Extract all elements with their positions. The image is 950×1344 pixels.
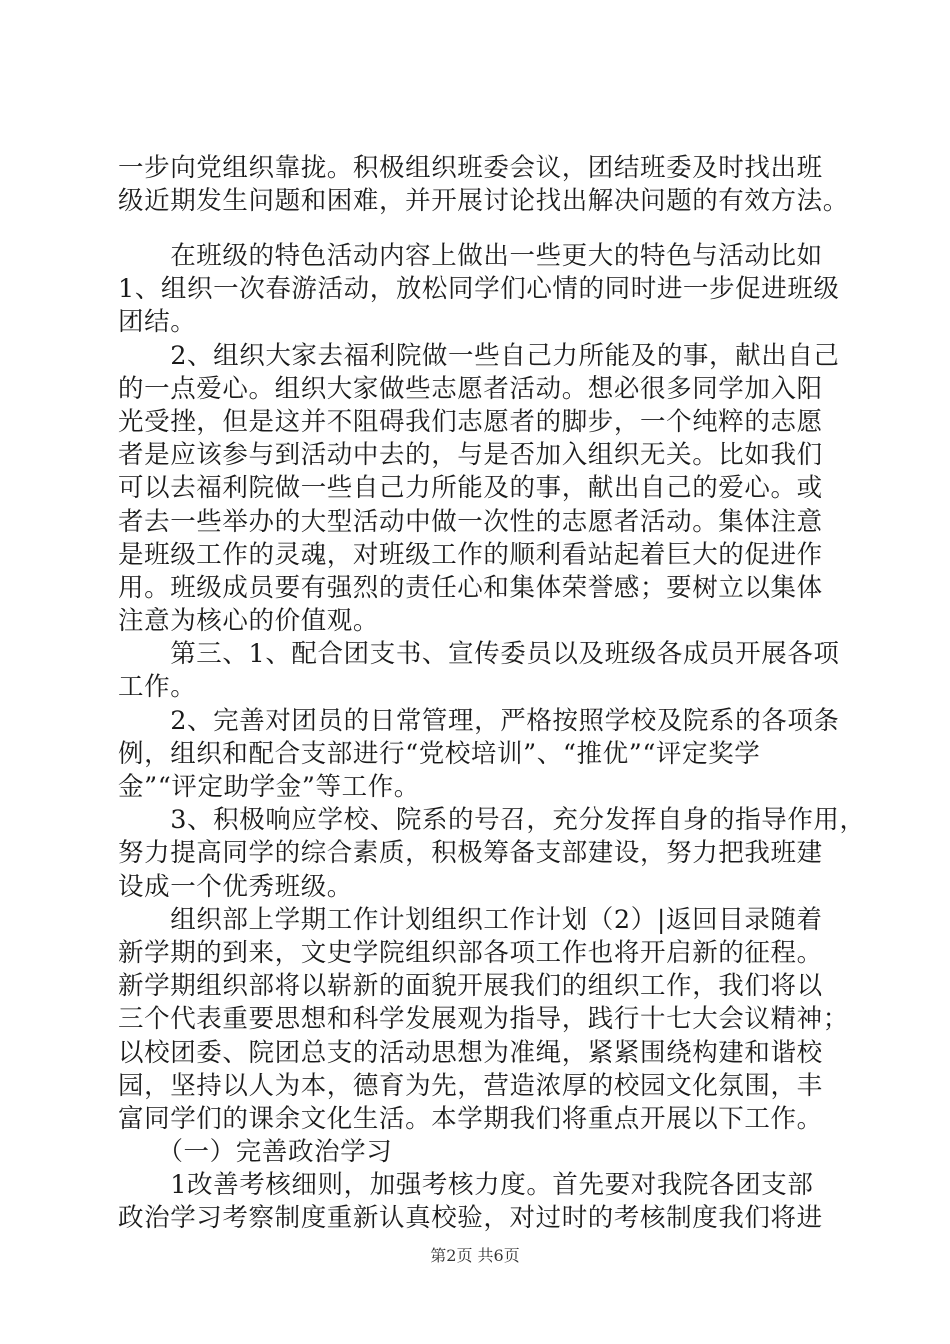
text-line: 光受挫，但是这并不阻碍我们志愿者的脚步，一个纯粹的志愿 <box>118 406 823 437</box>
text-line: 三个代表重要思想和科学发展观为指导，践行十七大会议精神； <box>118 1004 849 1035</box>
text-line: 园，坚持以人为本，德育为先，营造浓厚的校园文化氛围，丰 <box>118 1070 823 1101</box>
text-line: 者是应该参与到活动中去的，与是否加入组织无关。比如我们 <box>118 440 823 471</box>
text-line: 富同学们的课余文化生活。本学期我们将重点开展以下工作。 <box>118 1103 823 1134</box>
body-text-top <box>118 152 849 218</box>
text-line: 1、组织一次春游活动，放松同学们心情的同时进一步促进班级 <box>118 274 840 305</box>
text-line: 可以去福利院做一些自己力所能及的事，献出自己的爱心。或 <box>118 473 823 504</box>
text-line: 2、完善对团员的日常管理，严格按照学校及院系的各项条 <box>118 705 840 736</box>
text-line: 组织部上学期工作计划组织工作计划（2）|返回目录随着 <box>118 904 823 935</box>
text-line: 努力提高同学的综合素质，积极筹备支部建设，努力把我班建 <box>118 838 823 869</box>
page-indicator: 第2页 共6页 <box>430 1246 520 1265</box>
text-line: 例，组织和配合支部进行“党校培训”、“推优”“评定奖学 <box>118 738 761 769</box>
text-line: 3、积极响应学校、院系的号召，充分发挥自身的指导作用， <box>118 805 866 836</box>
text-line: 2、组织大家去福利院做一些自己力所能及的事，献出自己 <box>118 340 840 371</box>
text-line: 用。班级成员要有强烈的责任心和集体荣誉感；要树立以集体 <box>118 572 823 603</box>
text-line: 在班级的特色活动内容上做出一些更大的特色与活动比如 <box>118 241 823 271</box>
text-line: 设成一个优秀班级。 <box>118 871 353 902</box>
text-line: 新学期的到来，文史学院组织部各项工作也将开启新的征程。 <box>118 937 823 968</box>
text-line: 一步向党组织靠拢。积极组织班委会议，团结班委及时找出班 <box>118 153 823 183</box>
text-line: 者去一些举办的大型活动中做一次性的志愿者活动。集体注意 <box>118 506 823 537</box>
text-line: 第三、1、配合团支书、宣传委员以及班级各成员开展各项 <box>118 639 840 670</box>
text-line: 级近期发生问题和困难，并开展讨论找出解决问题的有效方法。 <box>118 186 849 217</box>
text-line: 新学期组织部将以崭新的面貌开展我们的组织工作，我们将以 <box>118 971 823 1002</box>
text-line: 政治学习考察制度重新认真校验，对过时的考核制度我们将进 <box>118 1203 823 1234</box>
page-footer <box>0 1243 950 1266</box>
text-line: 注意为核心的价值观。 <box>118 606 380 637</box>
text-line: 金”“评定助学金”等工作。 <box>118 772 420 802</box>
text-line: 的一点爱心。组织大家做些志愿者活动。想必很多同学加入阳 <box>118 373 823 404</box>
text-line: 1改善考核细则，加强考核力度。首先要对我院各团支部 <box>118 1170 814 1201</box>
text-line: 以校团委、院团总支的活动思想为准绳，紧紧围绕构建和谐校 <box>118 1037 823 1068</box>
body-text-main <box>118 240 866 1236</box>
text-line: 是班级工作的灵魂，对班级工作的顺利看站起着巨大的促进作 <box>118 539 823 570</box>
text-line: 工作。 <box>118 672 197 703</box>
text-line: （一）完善政治学习 <box>118 1137 393 1168</box>
text-line: 团结。 <box>118 307 197 338</box>
